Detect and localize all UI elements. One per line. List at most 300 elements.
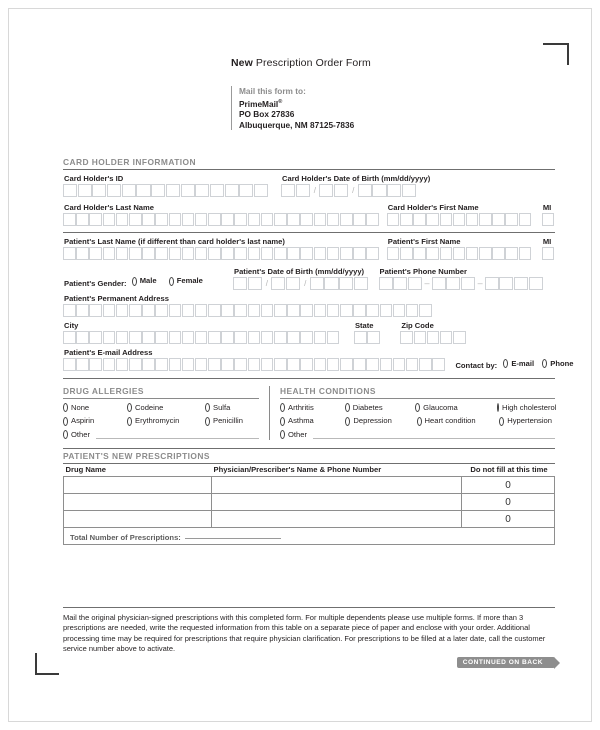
character-box[interactable] [286,277,300,290]
character-box[interactable] [107,184,121,197]
character-box[interactable] [221,331,234,344]
allergy-option-sulfa[interactable] [205,403,259,413]
character-box[interactable] [182,247,195,260]
character-box[interactable] [63,331,76,344]
character-box[interactable] [353,358,366,371]
character-box[interactable] [261,213,274,226]
radio-icon[interactable] [205,403,210,412]
cell-drug-name[interactable] [64,494,212,511]
character-box[interactable] [195,304,208,317]
character-box[interactable] [340,247,353,260]
condition-option-asthma[interactable] [280,416,345,426]
character-box[interactable] [440,247,453,260]
condition-hypertension-label: Hypertension [507,416,552,425]
character-box[interactable] [372,184,386,197]
character-box[interactable] [92,184,106,197]
character-box[interactable] [248,213,261,226]
character-box[interactable] [274,331,287,344]
dash-separator-icon: – [424,278,430,288]
character-box[interactable] [233,277,247,290]
patient-dob-month[interactable] [233,277,262,290]
character-box[interactable] [314,247,327,260]
character-box[interactable] [254,184,268,197]
character-box[interactable] [122,184,136,197]
character-box[interactable] [182,358,195,371]
patient-gender-dob-phone-row [63,263,555,290]
character-box[interactable] [63,213,76,226]
character-box[interactable] [116,213,129,226]
character-box[interactable] [492,247,505,260]
character-box[interactable] [274,358,287,371]
condition-option-hypertension[interactable] [499,416,555,426]
patient-last-name-label: Patient's Last Name (if different than card holder's last name) [64,236,285,246]
patient-gender-female-label: Female [176,276,203,285]
character-box[interactable] [529,277,543,290]
character-box[interactable] [182,331,195,344]
character-box[interactable] [440,331,453,344]
character-box[interactable] [366,358,379,371]
radio-icon[interactable] [345,417,350,426]
radio-icon[interactable] [132,277,137,286]
condition-option-diabetes[interactable] [345,403,415,413]
character-box[interactable] [129,358,142,371]
character-box[interactable] [274,213,287,226]
section-card-holder-information: CARD HOLDER INFORMATION [63,157,555,170]
dash-separator-icon: – [477,278,483,288]
character-box[interactable] [169,304,182,317]
patient-address-input[interactable] [63,304,555,317]
character-box[interactable] [400,213,413,226]
drug-allergies-row-2 [63,416,259,426]
character-box[interactable] [440,213,453,226]
character-box[interactable] [354,277,368,290]
character-box[interactable] [182,213,195,226]
character-box[interactable] [89,331,102,344]
character-box[interactable] [155,331,168,344]
character-box[interactable] [155,247,168,260]
patient-phone-line-number[interactable] [485,277,544,290]
patient-zip-input[interactable] [400,331,466,344]
character-box[interactable] [453,247,466,260]
character-box[interactable] [195,213,208,226]
character-box[interactable] [142,358,155,371]
allergy-option-codeine[interactable] [127,403,205,413]
character-box[interactable] [353,247,366,260]
character-box[interactable] [76,247,89,260]
character-box[interactable] [103,247,116,260]
character-box[interactable] [136,184,150,197]
patient-dob-input[interactable] [233,277,369,290]
condition-option-depression[interactable] [345,416,416,426]
continued-on-back-badge: CONTINUED ON BACK [457,657,555,668]
character-box[interactable] [281,184,295,197]
character-box[interactable] [393,304,406,317]
character-box[interactable] [432,358,445,371]
character-box[interactable] [300,331,313,344]
character-box[interactable] [413,213,426,226]
form-page [8,8,592,722]
character-box[interactable] [426,247,439,260]
card-holder-last-name-input[interactable] [63,213,387,226]
character-box[interactable] [367,331,380,344]
character-box[interactable] [353,304,366,317]
character-box[interactable] [248,331,261,344]
character-box[interactable] [221,213,234,226]
character-box[interactable] [310,277,324,290]
character-box[interactable] [129,304,142,317]
character-box[interactable] [155,304,168,317]
condition-option-high-cholesterol[interactable] [497,403,555,413]
character-box[interactable] [466,213,479,226]
allergy-option-none[interactable] [63,403,127,413]
character-box[interactable] [287,331,300,344]
column-header-do-not-fill: Do not fill at this time [470,464,548,474]
character-box[interactable] [195,247,208,260]
character-box[interactable] [261,304,274,317]
character-box[interactable] [366,247,379,260]
character-box[interactable] [76,304,89,317]
character-box[interactable] [155,358,168,371]
character-box[interactable] [129,247,142,260]
column-header-drug-name: Drug Name [65,464,107,474]
character-box[interactable] [327,304,340,317]
radio-icon[interactable] [415,403,420,412]
contact-by-option-phone[interactable] [542,359,573,369]
allergy-other-input[interactable] [96,430,259,439]
character-box[interactable] [169,247,182,260]
character-box[interactable] [210,184,224,197]
character-box[interactable] [76,331,89,344]
character-box[interactable] [129,213,142,226]
character-box[interactable] [319,184,333,197]
character-box[interactable] [169,358,182,371]
character-box[interactable] [142,247,155,260]
character-box[interactable] [103,304,116,317]
character-box[interactable] [300,304,313,317]
character-box[interactable] [129,331,142,344]
character-box[interactable] [274,247,287,260]
character-box[interactable] [453,213,466,226]
character-box[interactable] [314,358,327,371]
character-box[interactable] [413,247,426,260]
character-box[interactable] [221,358,234,371]
card-holder-id-row [63,170,555,197]
allergies-conditions-section [63,386,555,440]
character-box[interactable] [287,247,300,260]
radio-icon[interactable] [542,359,547,368]
character-box[interactable] [387,213,400,226]
character-box[interactable] [248,304,261,317]
character-box[interactable] [380,358,393,371]
patient-last-name-input[interactable] [63,247,387,260]
character-box[interactable] [248,247,261,260]
cell-do-not-fill-checkbox[interactable]: 0 [462,477,555,494]
card-holder-mi-input[interactable] [542,213,555,226]
character-box[interactable] [408,277,422,290]
character-box[interactable] [542,247,555,260]
character-box[interactable] [446,277,460,290]
character-box[interactable] [221,304,234,317]
character-box[interactable] [314,304,327,317]
character-box[interactable] [426,213,439,226]
character-box[interactable] [208,213,221,226]
character-box[interactable] [208,247,221,260]
character-box[interactable] [63,358,76,371]
character-box[interactable] [89,358,102,371]
character-box[interactable] [400,331,413,344]
cell-drug-name[interactable] [64,477,212,494]
character-box[interactable] [76,358,89,371]
character-box[interactable] [461,277,475,290]
radio-icon[interactable] [63,417,68,426]
cell-do-not-fill-checkbox[interactable]: 0 [462,511,555,528]
radio-icon[interactable] [127,403,132,412]
character-box[interactable] [155,213,168,226]
radio-icon[interactable] [499,417,504,426]
character-box[interactable] [142,213,155,226]
section-drug-allergies: DRUG ALLERGIES [63,386,259,399]
character-box[interactable] [519,213,532,226]
patient-gender-option-female[interactable] [169,276,203,286]
contact-by-option-email[interactable] [503,359,534,369]
character-box[interactable] [208,304,221,317]
character-box[interactable] [393,277,407,290]
form-header [231,57,371,130]
character-box[interactable] [414,331,427,344]
cell-do-not-fill-checkbox[interactable]: 0 [462,494,555,511]
card-holder-first-name-input[interactable] [387,213,532,226]
cell-physician[interactable] [212,494,462,511]
patient-state-input[interactable] [354,331,380,344]
total-prescriptions-input[interactable] [185,531,281,539]
character-box[interactable] [221,247,234,260]
character-box[interactable] [354,331,367,344]
character-box[interactable] [195,331,208,344]
allergy-option-erythromycin[interactable] [127,416,205,426]
character-box[interactable] [195,358,208,371]
allergy-codeine-label: Codeine [135,402,164,412]
character-box[interactable] [340,213,353,226]
character-box[interactable] [181,184,195,197]
character-box[interactable] [340,358,353,371]
character-box[interactable] [519,247,532,260]
radio-icon[interactable] [205,417,210,426]
character-box[interactable] [234,304,247,317]
character-box[interactable] [466,247,479,260]
character-box[interactable] [142,331,155,344]
card-holder-dob-year[interactable] [358,184,417,197]
allergy-none-label: None [71,402,90,412]
character-box[interactable] [234,247,247,260]
character-box[interactable] [287,304,300,317]
character-box[interactable] [380,304,393,317]
character-box[interactable] [419,358,432,371]
radio-icon[interactable] [497,403,499,412]
character-box[interactable] [492,213,505,226]
allergy-option-aspirin[interactable] [63,416,127,426]
character-box[interactable] [261,358,274,371]
character-box[interactable] [248,358,261,371]
character-box[interactable] [169,213,182,226]
radio-icon[interactable] [127,417,132,426]
patient-first-name-input[interactable] [387,247,532,260]
mail-company [239,97,371,109]
character-box[interactable] [542,213,555,226]
character-box[interactable] [387,247,400,260]
character-box[interactable] [400,247,413,260]
condition-other-input[interactable] [313,430,555,439]
character-box[interactable] [116,331,129,344]
character-box[interactable] [208,358,221,371]
character-box[interactable] [314,213,327,226]
character-box[interactable] [103,331,116,344]
character-box[interactable] [514,277,528,290]
character-box[interactable] [300,213,313,226]
character-box[interactable] [419,304,432,317]
character-box[interactable] [300,247,313,260]
character-box[interactable] [505,213,518,226]
card-holder-first-name-label: Card Holder's First Name [387,202,479,212]
cell-drug-name[interactable] [64,511,212,528]
character-box[interactable] [287,213,300,226]
character-box[interactable] [234,213,247,226]
patient-phone-area-code[interactable] [379,277,423,290]
character-box[interactable] [166,184,180,197]
character-box[interactable] [116,358,129,371]
character-box[interactable] [314,331,327,344]
character-box[interactable] [353,213,366,226]
character-box[interactable] [479,247,492,260]
prescriptions-table [63,465,555,546]
character-box[interactable] [366,304,379,317]
character-box[interactable] [406,304,419,317]
character-box[interactable] [116,247,129,260]
patient-mi-input[interactable] [542,247,555,260]
character-box[interactable] [261,247,274,260]
card-holder-id-input[interactable] [63,184,275,197]
character-box[interactable] [89,304,102,317]
condition-option-arthritis[interactable] [280,403,345,413]
character-box[interactable] [225,184,239,197]
patient-dob-day[interactable] [271,277,300,290]
character-box[interactable] [300,358,313,371]
character-box[interactable] [366,213,379,226]
card-holder-dob-input[interactable] [281,184,430,197]
character-box[interactable] [208,331,221,344]
character-box[interactable] [195,184,209,197]
allergy-penicillin-label: Penicillin [213,416,243,425]
radio-icon[interactable] [63,430,68,439]
character-box[interactable] [116,304,129,317]
radio-icon[interactable] [63,403,68,412]
patient-phone-prefix[interactable] [432,277,476,290]
character-box[interactable] [239,184,253,197]
character-box[interactable] [334,184,348,197]
radio-icon[interactable] [280,430,285,439]
character-box[interactable] [234,331,247,344]
patient-email-input[interactable] [63,358,445,371]
character-box[interactable] [387,184,401,197]
character-box[interactable] [327,213,340,226]
character-box[interactable] [63,304,76,317]
patient-phone-input[interactable] [379,277,544,290]
character-box[interactable] [432,277,446,290]
allergy-option-penicillin[interactable] [205,416,259,426]
character-box[interactable] [89,247,102,260]
character-box[interactable] [296,184,310,197]
character-box[interactable] [358,184,372,197]
character-box[interactable] [271,277,285,290]
character-box[interactable] [327,331,340,344]
patient-gender-option-male[interactable] [132,276,157,286]
character-box[interactable] [340,304,353,317]
card-holder-dob-day[interactable] [319,184,348,197]
cell-physician[interactable] [212,511,462,528]
character-box[interactable] [151,184,165,197]
contact-by-email-label: E-mail [511,358,535,368]
condition-option-other[interactable] [280,430,307,440]
patient-city-input[interactable] [63,331,340,344]
character-box[interactable] [261,331,274,344]
character-box[interactable] [78,184,92,197]
character-box[interactable] [234,358,247,371]
radio-icon[interactable] [280,403,285,412]
character-box[interactable] [248,277,262,290]
character-box[interactable] [427,331,440,344]
radio-icon[interactable] [169,277,174,286]
radio-icon[interactable] [280,417,285,426]
character-box[interactable] [485,277,499,290]
character-box[interactable] [406,358,419,371]
condition-option-glaucoma[interactable] [415,403,497,413]
patient-address-row [63,294,555,318]
character-box[interactable] [379,277,393,290]
character-box[interactable] [274,304,287,317]
character-box[interactable] [339,277,353,290]
character-box[interactable] [182,304,195,317]
radio-icon[interactable] [417,417,422,426]
character-box[interactable] [63,184,77,197]
character-box[interactable] [453,331,466,344]
contact-by-label: Contact by: [455,361,498,370]
character-box[interactable] [393,358,406,371]
character-box[interactable] [169,331,182,344]
character-box[interactable] [76,213,89,226]
character-box[interactable] [499,277,513,290]
character-box[interactable] [327,247,340,260]
allergy-option-other[interactable] [63,430,90,440]
character-box[interactable] [479,213,492,226]
character-box[interactable] [103,358,116,371]
radio-icon[interactable] [345,403,350,412]
cell-physician[interactable] [212,477,462,494]
character-box[interactable] [402,184,416,197]
character-box[interactable] [89,213,102,226]
character-box[interactable] [324,277,338,290]
card-holder-dob-month[interactable] [281,184,310,197]
character-box[interactable] [63,247,76,260]
character-box[interactable] [505,247,518,260]
radio-icon[interactable] [503,359,508,368]
patient-dob-year[interactable] [310,277,369,290]
condition-option-heart-condition[interactable] [417,416,500,426]
character-box[interactable] [327,358,340,371]
date-separator-icon: / [265,279,268,288]
character-box[interactable] [103,213,116,226]
allergy-aspirin-label: Aspirin [71,416,95,425]
character-box[interactable] [142,304,155,317]
character-box[interactable] [287,358,300,371]
